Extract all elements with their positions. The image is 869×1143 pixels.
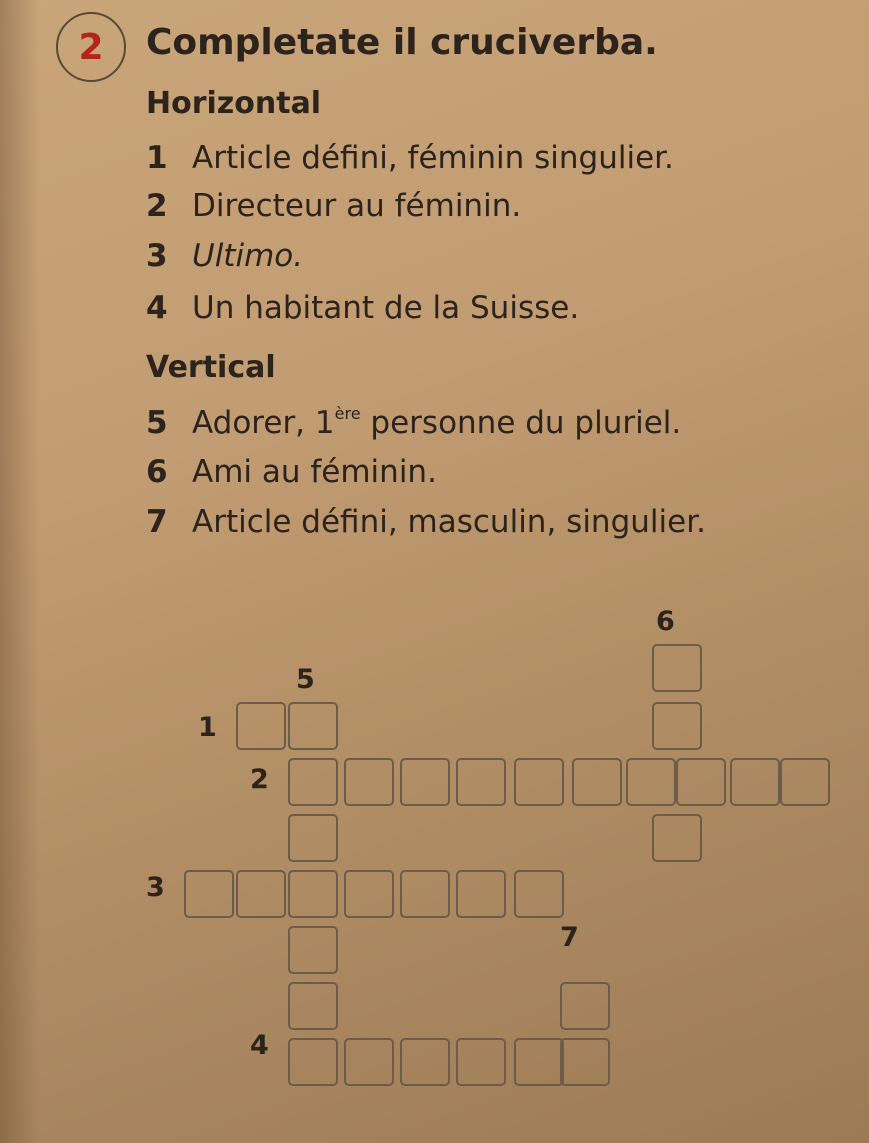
crossword-cell[interactable] (344, 758, 394, 806)
clue-number: 3 (146, 238, 168, 274)
clue-ordinal: 1 (314, 405, 335, 441)
crossword-cell[interactable] (456, 870, 506, 918)
clue-number: 1 (146, 140, 168, 176)
clue-number: 2 (146, 188, 168, 224)
crossword-cell[interactable] (514, 870, 564, 918)
horizontal-clue-3 (146, 238, 303, 274)
horizontal-heading: Horizontal (146, 86, 322, 121)
exercise-number-badge (56, 12, 126, 82)
crossword-cell[interactable] (514, 758, 564, 806)
clue-text: Ami au féminin. (192, 454, 437, 490)
crossword-cell[interactable] (344, 1038, 394, 1086)
crossword-cell[interactable] (400, 758, 450, 806)
crossword-cell[interactable] (400, 1038, 450, 1086)
crossword-cell[interactable] (288, 758, 338, 806)
clue-text: Un habitant de la Suisse. (192, 290, 580, 326)
crossword-cell[interactable] (652, 644, 702, 692)
vertical-clue-7 (146, 504, 706, 540)
horizontal-clue-4 (146, 290, 579, 326)
crossword-cell[interactable] (288, 702, 338, 750)
crossword-cell[interactable] (780, 758, 830, 806)
crossword-cell[interactable] (560, 1038, 610, 1086)
grid-number-2: 2 (250, 764, 269, 795)
crossword-cell[interactable] (288, 1038, 338, 1086)
grid-number-1: 1 (198, 712, 217, 743)
grid-number-5: 5 (296, 664, 315, 695)
clue-ordinal-suffix: ère (334, 404, 361, 423)
crossword-cell[interactable] (288, 982, 338, 1030)
crossword-cell[interactable] (560, 982, 610, 1030)
exercise-number: 2 (78, 26, 104, 68)
grid-number-4: 4 (250, 1030, 269, 1061)
crossword-cell[interactable] (236, 702, 286, 750)
page-shadow (0, 0, 40, 1143)
vertical-heading: Vertical (146, 350, 276, 385)
clue-text: Article défini, masculin, singulier. (192, 504, 706, 540)
grid-number-6: 6 (656, 606, 675, 637)
crossword-cell[interactable] (288, 870, 338, 918)
horizontal-clue-1 (146, 140, 674, 176)
crossword-cell[interactable] (288, 926, 338, 974)
clue-number: 5 (146, 405, 168, 441)
grid-number-3: 3 (146, 872, 165, 903)
grid-number-7: 7 (560, 922, 579, 953)
clue-text: Adorer, (192, 405, 315, 441)
crossword-cell[interactable] (676, 758, 726, 806)
clue-number: 4 (146, 290, 168, 326)
crossword-cell[interactable] (288, 814, 338, 862)
crossword-cell[interactable] (626, 758, 676, 806)
clue-text: Article défini, féminin singulier. (192, 140, 674, 176)
crossword-cell[interactable] (652, 702, 702, 750)
crossword-cell[interactable] (184, 870, 234, 918)
crossword-cell[interactable] (456, 1038, 506, 1086)
clue-number: 7 (146, 504, 168, 540)
clue-text: personne du pluriel. (360, 405, 682, 441)
crossword-cell[interactable] (456, 758, 506, 806)
crossword-cell[interactable] (236, 870, 286, 918)
horizontal-clue-2 (146, 188, 521, 224)
crossword-cell[interactable] (652, 814, 702, 862)
vertical-clue-6 (146, 454, 437, 490)
crossword-cell[interactable] (514, 1038, 564, 1086)
crossword-cell[interactable] (572, 758, 622, 806)
crossword-cell[interactable] (344, 870, 394, 918)
vertical-clue-5 (146, 404, 681, 441)
clue-text: Directeur au féminin. (192, 188, 522, 224)
clue-number: 6 (146, 454, 168, 490)
exercise-instruction: Completate il cruciverba. (146, 22, 658, 63)
crossword-cell[interactable] (400, 870, 450, 918)
crossword-cell[interactable] (730, 758, 780, 806)
clue-text: Ultimo. (192, 238, 304, 274)
